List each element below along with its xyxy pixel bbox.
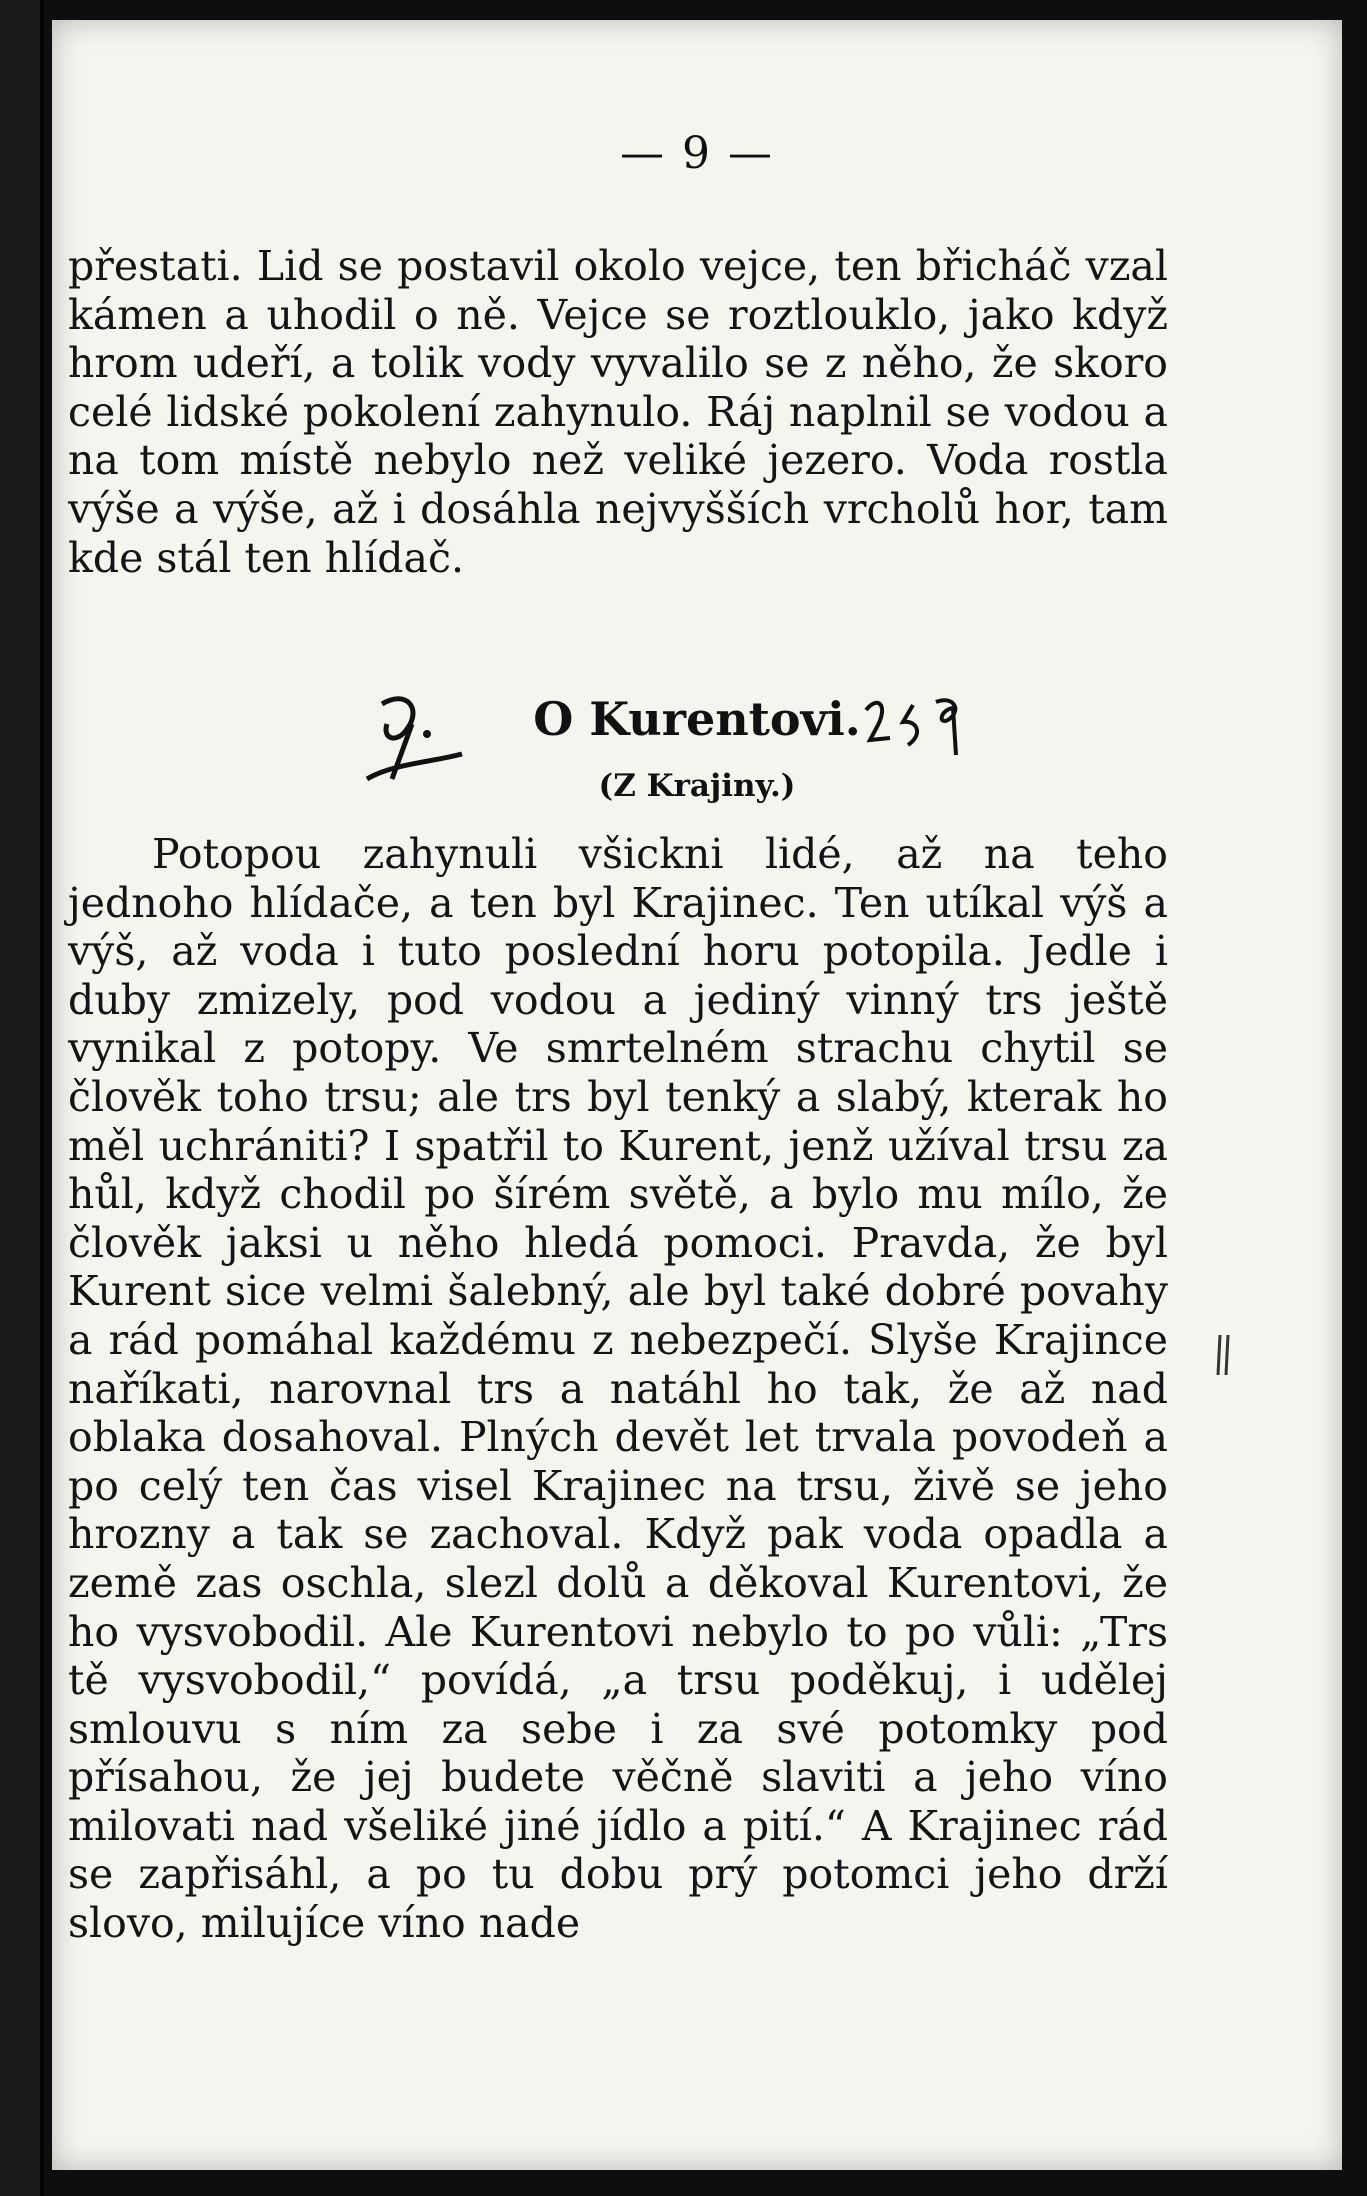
- paragraph-1: [68, 242, 1168, 642]
- paragraph-2: [68, 830, 1168, 2060]
- book-page: [52, 20, 1342, 2170]
- previous-page-edge: [0, 0, 44, 2196]
- paragraph-1-text: přestati. Lid se postavil okolo vejce, ten břicháč vzal kámen a uhodil o ně. Vejce se roztlouklo, jako když hrom udeří, a tolik vody vyvalilo se z něho, že skoro celé lidské pokolení zahynulo. Ráj naplnil se vodou a na tom místě nebylo než veliké jezero. Voda rostla výše a výše, až i dosáhla nejvyšších vrcholů hor, tam kde stál ten hlídač.: [68, 242, 1168, 582]
- page-number: — 9 —: [620, 128, 774, 179]
- handwritten-annotation-right: [858, 680, 978, 760]
- paragraph-2-text: Potopou zahynuli všickni lidé, až na teho jednoho hlídače, a ten byl Krajinec. Ten utíkal výš a výš, až voda i tuto poslední horu potopila. Jedle i duby zmizely, pod vodou a jediný vinný trs ještě vynikal z potopy. Ve smrtelném strachu chytil se člověk toho trsu; ale trs byl tenký a slabý, kterak ho měl uchrániti? I spatřil to Kurent, jenž užíval trsu za hůl, když chodil po šírém světě, a bylo mu mílo, že člověk jaksi u něho hledá pomoci. Pravda, že byl Kurent sice velmi šalebný, ale byl také dobré povahy a rád pomáhal každému z nebezpečí. Slyše Krajince naříkati, narovnal trs a natáhl ho tak, že až nad oblaka dosahoval. Plných devět let trvala povodeň a po celý ten čas visel Krajinec na trsu, živě se jeho hrozny a tak se zachoval. Když pak voda opadla a země zas oschla, slezl dolů a děkoval Kurentovi, že ho vysvobodil. Ale Kurentovi nebylo to po vůli: „Trs tě vysvobodil,“ povídá, „a trsu poděkuj, i udělej smlouvu s ním za sebe i za své potomky pod přísahou, že jej budete věčně slaviti a jeho víno milovati nad všeliké jiné jídlo a pití.“ A Krajinec rád se zapřisáhl, a po tu dobu prý potomci jeho drží slovo, milujíce víno nade: [68, 830, 1168, 1948]
- section-subtitle: (Z Krajiny.): [598, 768, 796, 804]
- margin-pencil-mark: [1214, 1330, 1234, 1380]
- section-title: O Kurentovi.: [533, 692, 861, 746]
